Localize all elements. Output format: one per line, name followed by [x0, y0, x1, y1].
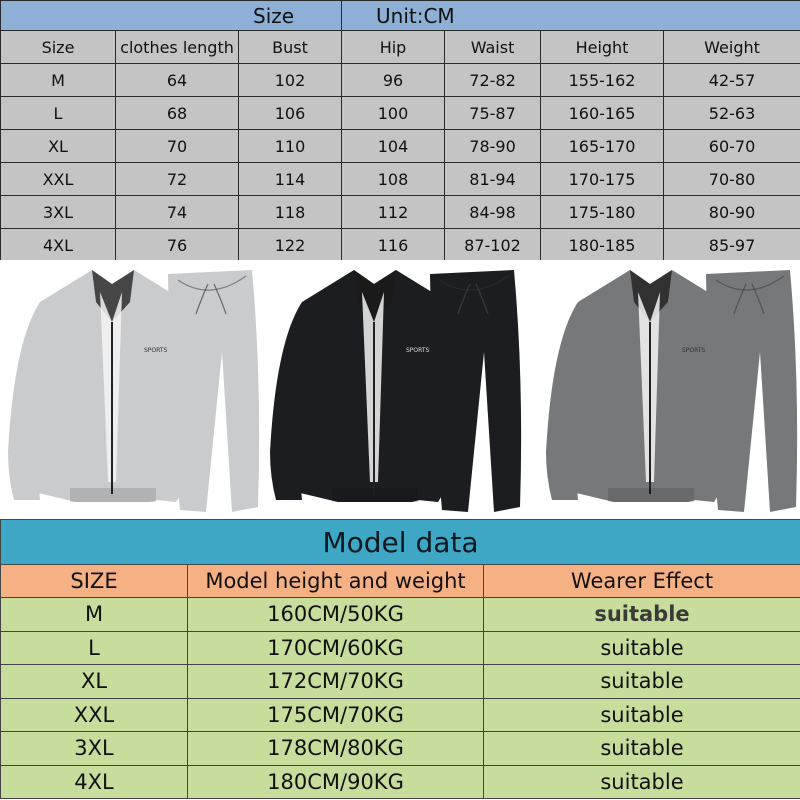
model-row: [1, 732, 800, 766]
size-col-header: Waist: [445, 31, 541, 64]
size-col-header: Weight: [664, 31, 800, 64]
size-value-cell: 102: [239, 64, 342, 97]
size-row: [1, 64, 800, 97]
size-col-header: Size: [1, 31, 116, 64]
model-effect-cell: suitable: [484, 598, 800, 632]
model-col-header: SIZE: [1, 565, 188, 598]
model-data-table: [0, 519, 800, 799]
size-col-header: clothes length: [116, 31, 239, 64]
size-value-cell: 122: [239, 229, 342, 262]
model-measure-cell: 172CM/70KG: [188, 665, 484, 699]
size-value-cell: 70-80: [664, 163, 800, 196]
size-value-cell: 118: [239, 196, 342, 229]
size-value-cell: 68: [116, 97, 239, 130]
size-value-cell: 106: [239, 97, 342, 130]
size-value-cell: 60-70: [664, 130, 800, 163]
size-value-cell: 70: [116, 130, 239, 163]
model-row: [1, 598, 800, 632]
size-value-cell: 52-63: [664, 97, 800, 130]
size-chart-table: [0, 0, 800, 262]
model-col-header: Model height and weight: [188, 565, 484, 598]
size-value-cell: 114: [239, 163, 342, 196]
model-effect-cell: suitable: [484, 698, 800, 732]
size-value-cell: 165-170: [541, 130, 664, 163]
size-row: [1, 97, 800, 130]
size-col-header: Hip: [342, 31, 445, 64]
size-value-cell: 160-165: [541, 97, 664, 130]
size-value-cell: 80-90: [664, 196, 800, 229]
tracksuit-illustrations: [0, 260, 800, 520]
model-effect-cell: suitable: [484, 765, 800, 799]
size-chart-title: Size: [1, 1, 342, 31]
model-effect-cell: suitable: [484, 732, 800, 766]
logo-dark-grey: SPORTS: [682, 347, 706, 354]
model-size-cell: 4XL: [1, 765, 188, 799]
size-value-cell: 175-180: [541, 196, 664, 229]
size-value-cell: 72-82: [445, 64, 541, 97]
size-chart-unit: Unit:CM: [342, 1, 800, 31]
size-label-cell: XXL: [1, 163, 116, 196]
model-measure-cell: 180CM/90KG: [188, 765, 484, 799]
size-value-cell: 78-90: [445, 130, 541, 163]
size-value-cell: 64: [116, 64, 239, 97]
size-value-cell: 85-97: [664, 229, 800, 262]
model-effect-cell: suitable: [484, 631, 800, 665]
model-row: [1, 765, 800, 799]
size-value-cell: 81-94: [445, 163, 541, 196]
size-value-cell: 110: [239, 130, 342, 163]
size-value-cell: 87-102: [445, 229, 541, 262]
size-label-cell: 4XL: [1, 229, 116, 262]
model-size-cell: XXL: [1, 698, 188, 732]
model-size-cell: XL: [1, 665, 188, 699]
size-value-cell: 96: [342, 64, 445, 97]
size-label-cell: M: [1, 64, 116, 97]
size-value-cell: 72: [116, 163, 239, 196]
size-row: [1, 196, 800, 229]
size-value-cell: 104: [342, 130, 445, 163]
model-size-cell: 3XL: [1, 732, 188, 766]
size-chart-header-row: [1, 31, 800, 64]
logo-black: SPORTS: [406, 347, 430, 354]
size-value-cell: 76: [116, 229, 239, 262]
model-data-title-row: [1, 520, 800, 565]
model-effect-cell: suitable: [484, 665, 800, 699]
logo-light-grey: SPORTS: [144, 347, 168, 354]
model-measure-cell: 178CM/80KG: [188, 732, 484, 766]
model-data-body: [1, 598, 800, 799]
size-value-cell: 74: [116, 196, 239, 229]
tracksuit-light-grey: [8, 270, 259, 512]
model-col-header: Wearer Effect: [484, 565, 800, 598]
size-chart-title-row: [1, 1, 800, 31]
tracksuit-dark-grey: [546, 270, 797, 512]
tracksuit-black: [270, 270, 521, 512]
size-value-cell: 112: [342, 196, 445, 229]
model-data-title: Model data: [1, 520, 800, 565]
size-value-cell: 180-185: [541, 229, 664, 262]
size-label-cell: XL: [1, 130, 116, 163]
model-row: [1, 631, 800, 665]
size-col-header: Bust: [239, 31, 342, 64]
model-measure-cell: 175CM/70KG: [188, 698, 484, 732]
size-row: [1, 163, 800, 196]
size-value-cell: 116: [342, 229, 445, 262]
size-row: [1, 229, 800, 262]
size-value-cell: 100: [342, 97, 445, 130]
model-row: [1, 665, 800, 699]
size-value-cell: 155-162: [541, 64, 664, 97]
size-label-cell: 3XL: [1, 196, 116, 229]
size-value-cell: 75-87: [445, 97, 541, 130]
model-measure-cell: 160CM/50KG: [188, 598, 484, 632]
model-row: [1, 698, 800, 732]
size-value-cell: 108: [342, 163, 445, 196]
model-data-header-row: [1, 565, 800, 598]
size-label-cell: L: [1, 97, 116, 130]
size-value-cell: 170-175: [541, 163, 664, 196]
model-size-cell: M: [1, 598, 188, 632]
size-value-cell: 84-98: [445, 196, 541, 229]
size-chart-body: [1, 64, 800, 262]
model-size-cell: L: [1, 631, 188, 665]
product-photo-band: [0, 260, 800, 520]
size-value-cell: 42-57: [664, 64, 800, 97]
size-col-header: Height: [541, 31, 664, 64]
size-row: [1, 130, 800, 163]
model-measure-cell: 170CM/60KG: [188, 631, 484, 665]
